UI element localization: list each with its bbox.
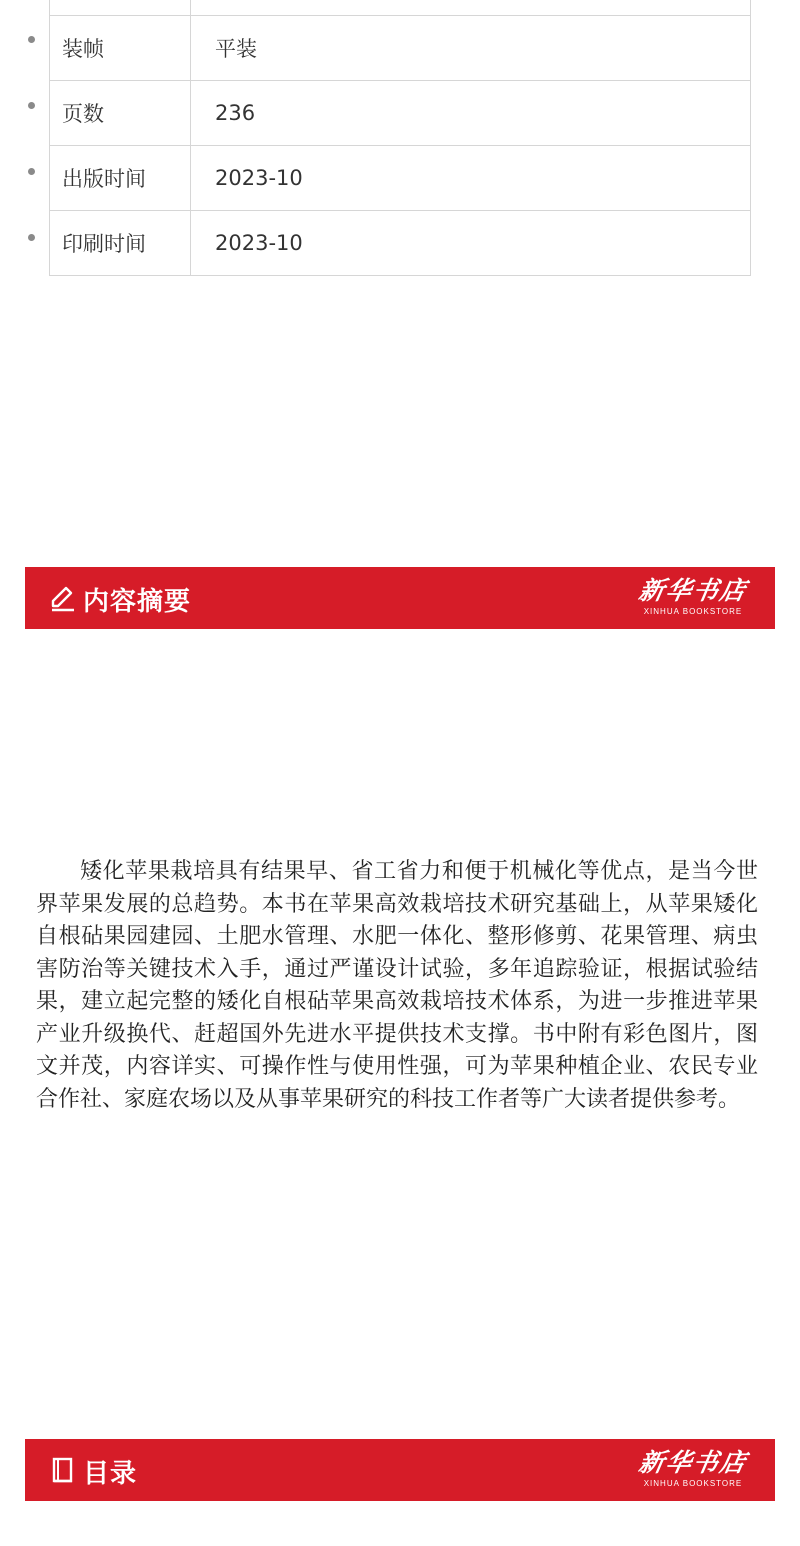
spec-label-binding: 装帧 [50,16,191,81]
edit-pencil-icon [49,584,77,612]
content-summary-text: 矮化苹果栽培具有结果早、省工省力和便于机械化等优点，是当今世界苹果发展的总趋势。本书在苹果高效栽培技术研究基础上，从苹果矮化自根砧果园建园、土肥水管理、水肥一体化、整形修剪、花果管理、病虫害防治等关键技术入手，通过严谨设计试验，多年追踪验证，根据试验结果，建立起完整的矮化自根砧苹果高效栽培技术体系，为进一步推进苹果产业升级换代、赶超国外先进水平提供技术支撑。书中附有彩色图片，图文并茂，内容详实、可操作性与使用性强，可为苹果种植企业、农民专业合作社、家庭农场以及从事苹果研究的科技工作者等广大读者提供参考。 [36,859,758,1112]
table-row [50,81,751,146]
list-bullets [0,0,49,290]
table-row [50,211,751,276]
list-bullet [28,36,35,43]
table-row [50,16,751,81]
list-bullet [28,234,35,241]
product-spec-table [49,0,751,276]
list-bullet [28,168,35,175]
spec-value-print-date: 2023-10 [191,211,751,276]
spec-label-pages: 页数 [50,81,191,146]
spec-value-publish-date: 2023-10 [191,146,751,211]
xinhua-bookstore-logo [633,1447,753,1495]
toc-section-title: 目录 [83,1459,138,1489]
spec-value-binding: 平装 [191,16,751,81]
logo-cn-text: 新华书店 [636,576,750,605]
spec-value-pages: 236 [191,81,751,146]
spec-value [191,0,751,16]
table-row [50,146,751,211]
spec-label [50,0,191,16]
xinhua-bookstore-logo [633,575,753,623]
logo-cn-text: 新华书店 [636,1448,750,1477]
logo-en-text: XINHUA BOOKSTORE [643,1479,743,1488]
logo-en-text: XINHUA BOOKSTORE [643,607,743,616]
spec-label-print-date: 印刷时间 [50,211,191,276]
summary-section-title: 内容摘要 [83,587,192,617]
toc-section-header [25,1439,775,1501]
list-bullet [28,102,35,109]
summary-section-header [25,567,775,629]
spec-label-publish-date: 出版时间 [50,146,191,211]
table-row [50,0,751,16]
book-icon [49,1456,77,1484]
